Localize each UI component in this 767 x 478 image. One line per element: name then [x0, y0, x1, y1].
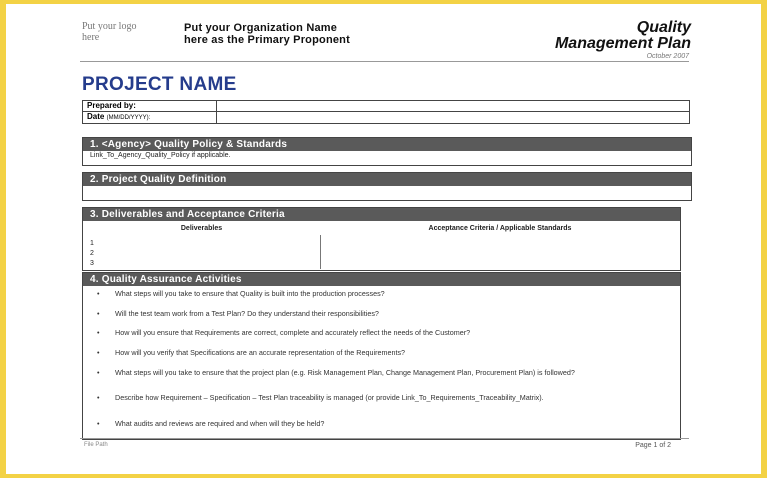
document-page — [6, 4, 761, 474]
list-item-text: How will you verify that Specifications are an accurate representation of the Requirements? — [115, 348, 406, 357]
section-body[interactable]: Link_To_Agency_Quality_Policy if applicable. — [90, 152, 231, 159]
section-deliverables — [82, 207, 681, 271]
list-item-text: How will you ensure that Requirements are correct, complete and accurately reflect the needs of the Customer? — [115, 328, 471, 337]
footer-divider — [80, 438, 689, 439]
date-field[interactable] — [217, 112, 690, 124]
logo-placeholder-line2: here — [82, 32, 100, 43]
list-item-text: Will the test team work from a Test Plan? Do they understand their responsibilities? — [115, 309, 379, 318]
section-quality-assurance — [82, 272, 681, 440]
bullet: • — [97, 289, 100, 298]
doc-title-line1: Quality — [636, 19, 691, 36]
logo-placeholder — [82, 21, 177, 43]
section-heading: 1. <Agency> Quality Policy & Standards — [83, 138, 691, 151]
document-title — [555, 20, 691, 52]
list-item-text: Describe how Requirement – Specification – Test Plan traceability is managed (or provide Link_To_Requirements_Traceability_Matrix). — [115, 393, 544, 402]
section-heading: 3. Deliverables and Acceptance Criteria — [83, 208, 680, 221]
section-heading: 4. Quality Assurance Activities — [83, 273, 680, 286]
section-quality-policy — [82, 137, 692, 166]
prepared-by-field[interactable] — [217, 101, 690, 112]
column-header-acceptance: Acceptance Criteria / Applicable Standards — [428, 225, 572, 232]
footer-file-path: File Path — [84, 442, 108, 448]
deliverables-table — [83, 223, 680, 269]
list-item-text: What steps will you take to ensure that the project plan (e.g. Risk Management Plan, Change Management Plan, Procurement Plan) is followed? — [115, 368, 575, 377]
column-divider — [320, 235, 321, 269]
bullet: • — [97, 309, 100, 318]
project-name: PROJECT NAME — [82, 74, 237, 95]
row-number: 1 — [90, 240, 94, 247]
date-format: (MM/DD/YYYY): — [106, 115, 151, 121]
row-number: 2 — [90, 250, 94, 257]
column-header-deliverables: Deliverables — [180, 225, 223, 232]
prepared-table — [82, 100, 690, 124]
section-heading: 2. Project Quality Definition — [83, 173, 691, 186]
organization-name — [184, 22, 350, 46]
doc-title-line2: Management Plan — [554, 35, 691, 52]
org-line1: Put your Organization Name — [184, 22, 338, 34]
bullet: • — [97, 328, 100, 337]
org-line2: here as the Primary Proponent — [184, 34, 350, 46]
bullet: • — [97, 419, 100, 428]
date-label-text: Date — [87, 112, 105, 121]
logo-placeholder-line1: Put your logo — [82, 21, 137, 32]
bullet: • — [97, 348, 100, 357]
date-label — [83, 112, 217, 124]
document-date: October 2007 — [646, 53, 689, 60]
row-number: 3 — [90, 260, 94, 267]
list-item-text: What steps will you take to ensure that Quality is built into the production processes? — [115, 289, 385, 298]
header-divider — [80, 61, 689, 62]
section-quality-definition — [82, 172, 692, 201]
prepared-by-label: Prepared by: — [83, 101, 217, 112]
footer-page-number: Page 1 of 2 — [635, 442, 671, 449]
list-item-text: What audits and reviews are required and when will they be held? — [115, 419, 325, 428]
section-body[interactable] — [83, 186, 691, 188]
bullet: • — [97, 368, 100, 377]
bullet: • — [97, 393, 100, 402]
